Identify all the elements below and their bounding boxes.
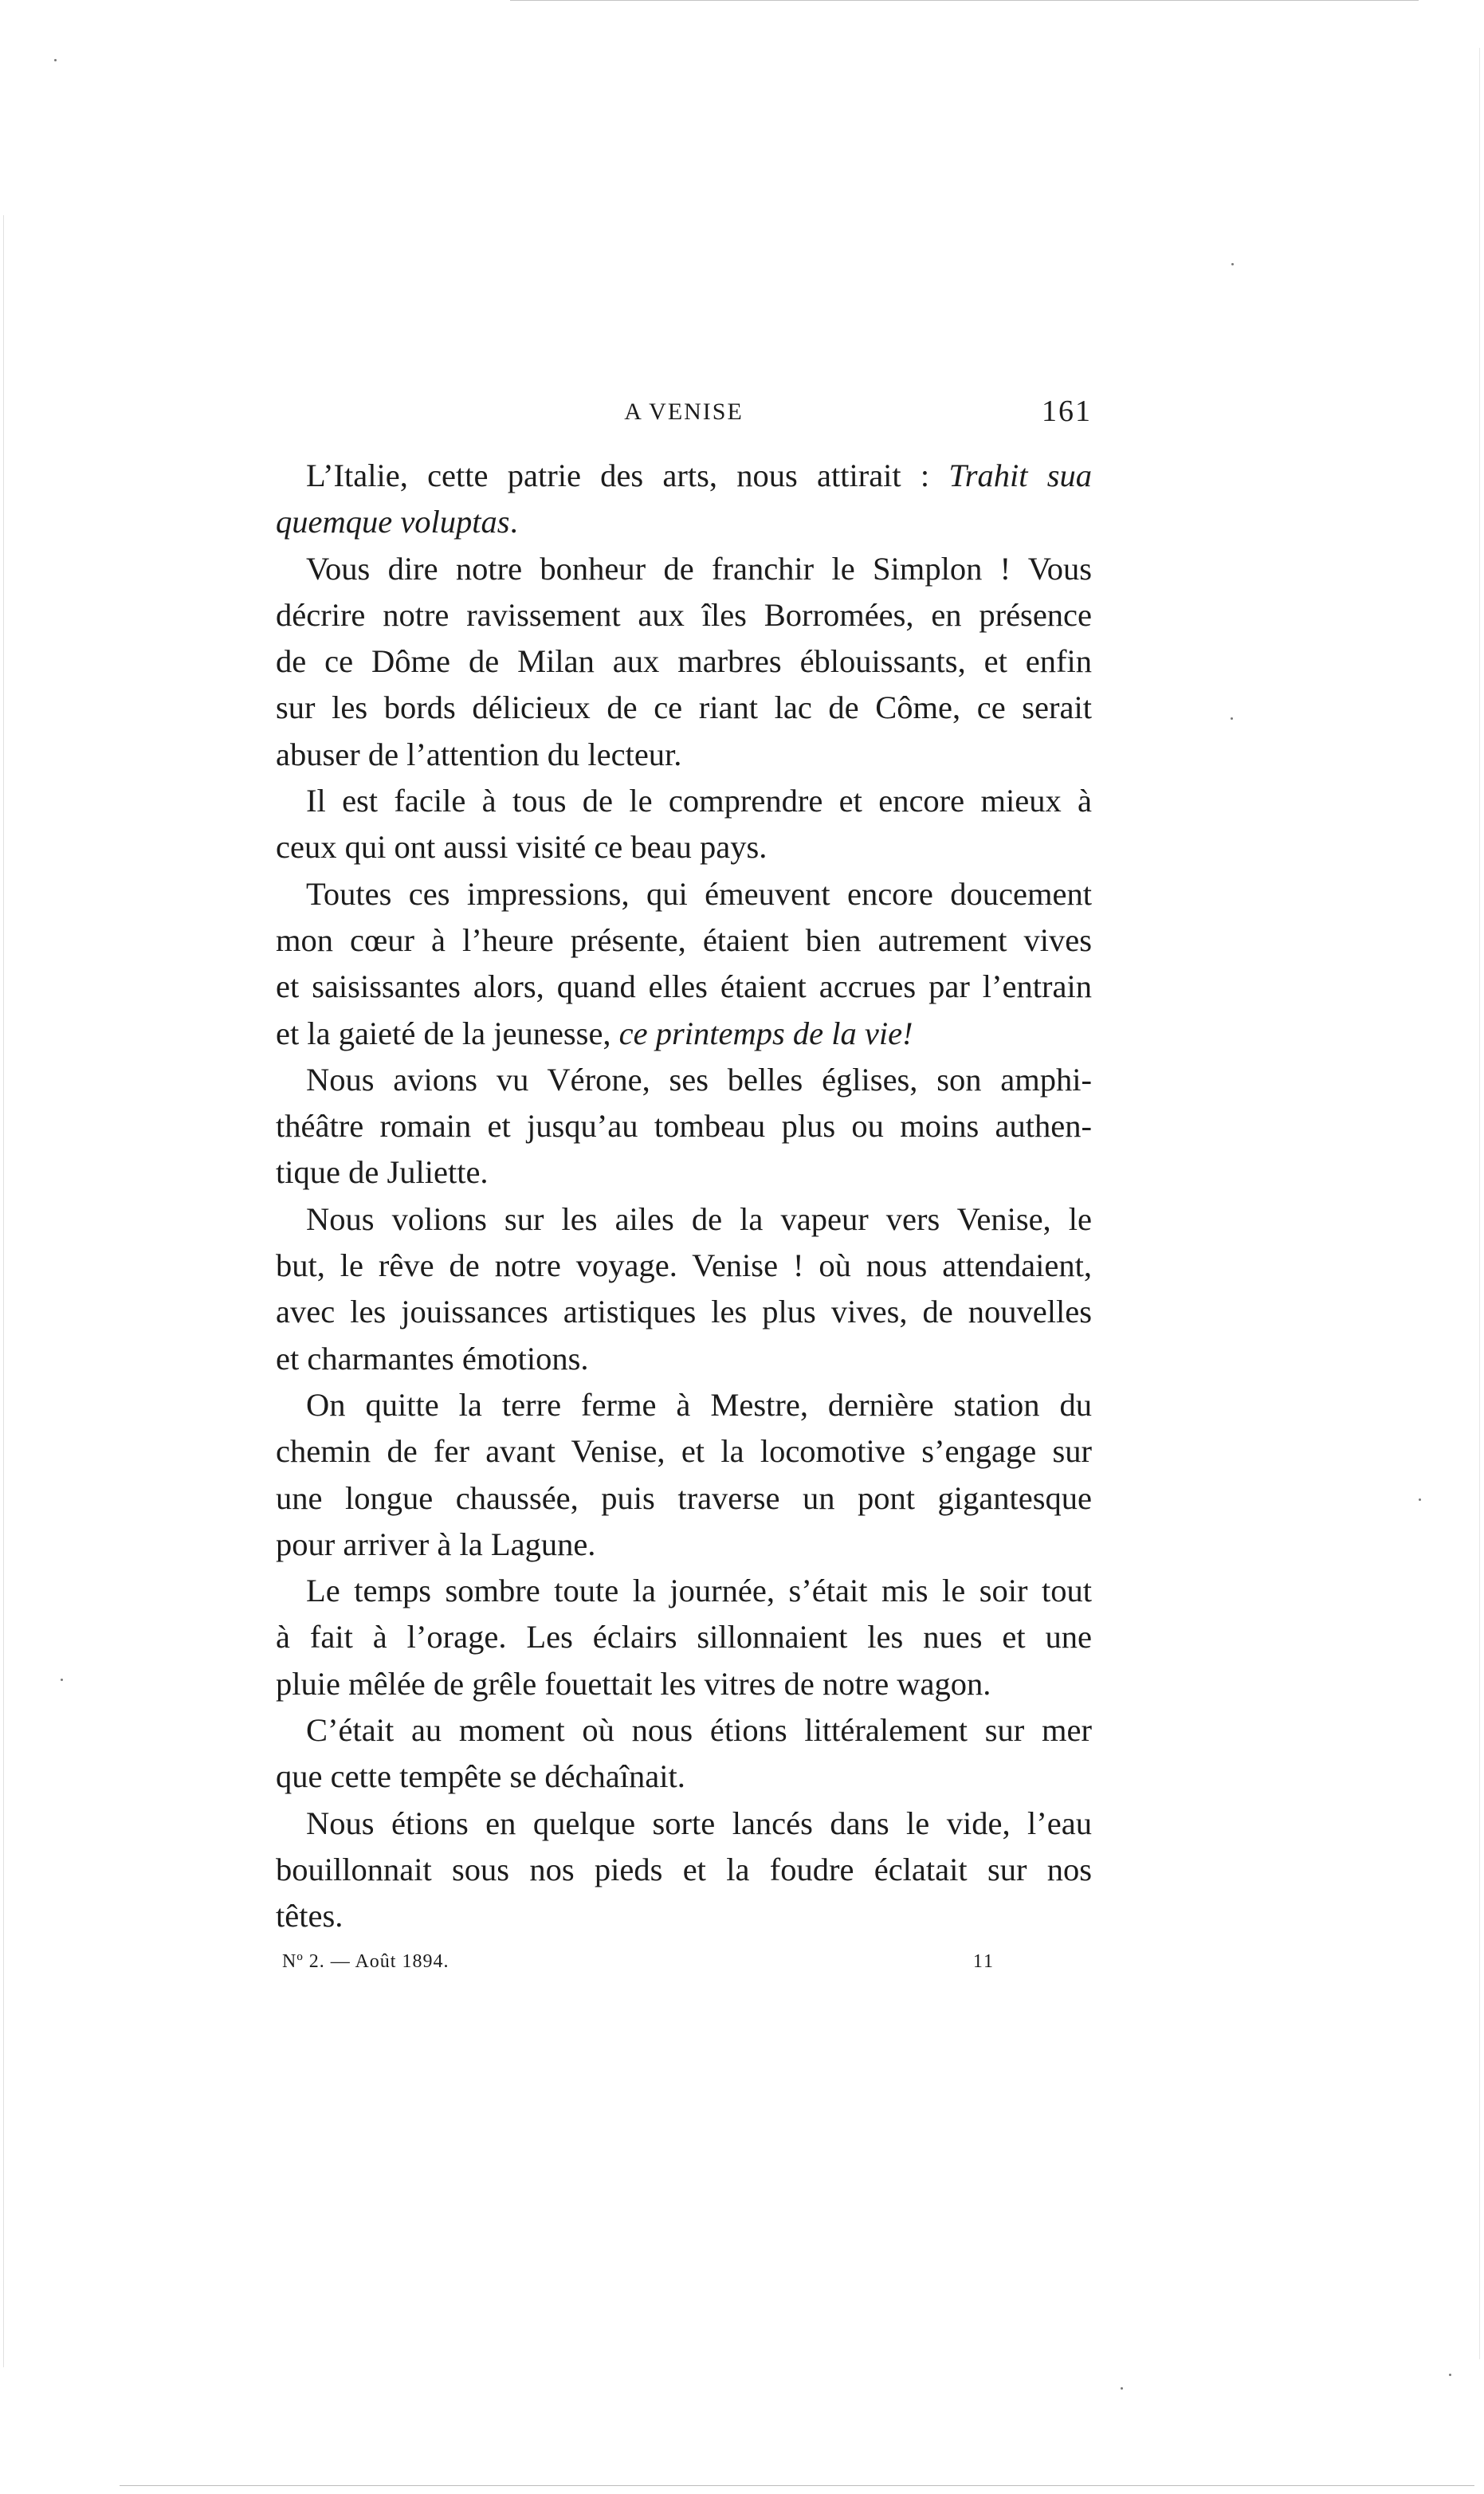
scan-edge-left	[3, 215, 4, 2367]
text-line: Il est facile à tous de le comprendre et encore mieux à	[306, 783, 1092, 819]
paragraph	[276, 778, 1092, 871]
text-line: et saisissantes alors, quand elles étaient accrues par l’entrain	[276, 968, 1092, 1005]
text-line: sur les bords délicieux de ce riant lac de Côme, ce serait	[276, 689, 1092, 726]
signature-mark: 11	[972, 1951, 995, 1972]
text-line: Toutes ces impressions, qui émeuvent encore doucement	[306, 875, 1092, 912]
italic-phrase: quemque voluptas	[276, 504, 510, 540]
scan-speck	[1121, 2387, 1123, 2390]
text-line: théâtre romain et jusqu’au tombeau plus ou moins authen-	[276, 1108, 1092, 1145]
text-line: Vous dire notre bonheur de franchir le Simplon ! Vous	[306, 550, 1092, 587]
text-line: Nous étions en quelque sorte lancés dans le vide, l’eau	[306, 1805, 1092, 1841]
italic-phrase: Trahit sua	[948, 458, 1092, 493]
paragraph	[276, 1568, 1092, 1707]
text-line: décrire notre ravissement aux îles Borromées, en présence	[276, 596, 1092, 633]
scan-speck	[54, 59, 57, 61]
text-line: que cette tempête se déchaînait.	[276, 1758, 685, 1795]
running-title: A VENISE	[624, 399, 744, 425]
text-line: Nous volions sur les ailes de la vapeur vers Venise, le	[306, 1200, 1092, 1237]
running-head	[276, 394, 1092, 432]
text-line: et la gaieté de la jeunesse, ce printemps de la vie!	[276, 1015, 913, 1051]
text-line: Le temps sombre toute la journée, s’était mis le soir tout	[306, 1573, 1092, 1609]
text-line: tique de Juliette.	[276, 1154, 489, 1191]
text-line: pluie mêlée de grêle fouettait les vitres de notre wagon.	[276, 1665, 991, 1702]
text-line: pour arriver à la Lagune.	[276, 1526, 596, 1562]
text-line: une longue chaussée, puis traverse un pont gigantesque	[276, 1479, 1092, 1516]
text-line: têtes.	[276, 1898, 344, 1934]
paragraph	[276, 453, 1092, 546]
text-line: à fait à l’orage. Les éclairs sillonnaient les nues et une	[276, 1619, 1092, 1655]
text-line: ceux qui ont aussi visité ce beau pays.	[276, 829, 768, 866]
text-line: C’était au moment où nous étions littéralement sur mer	[306, 1712, 1092, 1749]
paragraph	[276, 1707, 1092, 1801]
text-line: Nous avions vu Vérone, ses belles églises, son amphi-	[306, 1061, 1092, 1098]
text-line: chemin de fer avant Venise, et la locomotive s’engage sur	[276, 1433, 1092, 1470]
text-line: mon cœur à l’heure présente, étaient bien autrement vives	[276, 921, 1092, 958]
text-line: L’Italie, cette patrie des arts, nous attirait : Trahit sua	[306, 458, 1092, 493]
text-line: abuser de l’attention du lecteur.	[276, 736, 682, 772]
paragraph	[276, 871, 1092, 1057]
scan-edge-right	[1479, 48, 1480, 2359]
issue-note: Nº 2. — Août 1894.	[282, 1951, 450, 1972]
text-line: quemque voluptas.	[276, 504, 518, 540]
text-line: et charmantes émotions.	[276, 1340, 589, 1377]
page-footer	[276, 1951, 1092, 1983]
paragraph	[276, 1801, 1092, 1940]
text-line: avec les jouissances artistiques les plus vives, de nouvelles	[276, 1294, 1092, 1330]
paragraph	[276, 546, 1092, 778]
scan-speck	[1449, 2374, 1451, 2376]
scan-speck	[1231, 717, 1233, 720]
text-line: but, le rêve de notre voyage. Venise ! où nous attendaient,	[276, 1247, 1092, 1284]
paragraph	[276, 1196, 1092, 1382]
italic-phrase: ce printemps de la vie!	[618, 1015, 913, 1051]
text-line: On quitte la terre ferme à Mestre, dernière station du	[306, 1386, 1092, 1423]
scan-speck	[61, 1679, 63, 1681]
scan-speck	[1419, 1498, 1421, 1501]
text-line: bouillonnait sous nos pieds et la foudre éclatait sur nos	[276, 1851, 1092, 1887]
body-text	[276, 453, 1092, 1940]
paragraph	[276, 1382, 1092, 1568]
scan-edge-top	[510, 0, 1419, 1]
scan-speck	[1231, 263, 1234, 265]
paragraph	[276, 1057, 1092, 1196]
scan-edge-bottom	[120, 2485, 1474, 2486]
page-number: 161	[1042, 395, 1092, 428]
text-line: de ce Dôme de Milan aux marbres éblouissants, et enfin	[276, 643, 1092, 680]
